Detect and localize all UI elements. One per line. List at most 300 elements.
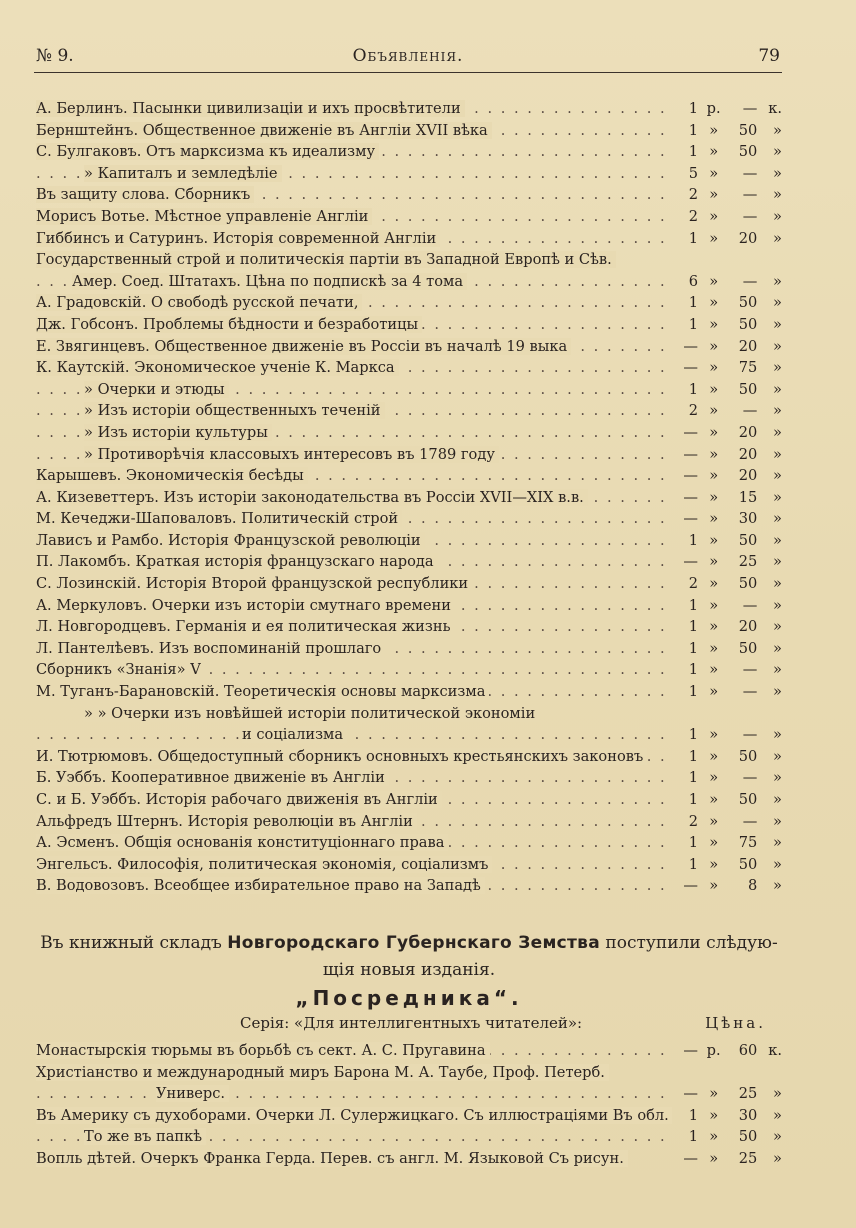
price-part: » [709, 294, 719, 312]
price-part: » [773, 575, 782, 593]
book-entry [36, 465, 782, 487]
price-part: » [773, 164, 782, 182]
book-entry [36, 163, 782, 185]
price-part: » [773, 877, 782, 895]
price-part: — [742, 683, 758, 701]
price-part: » [709, 834, 719, 852]
entry-title-text: М. Кечеджи-Шаповаловъ. Политическій строй [36, 510, 402, 527]
book-entry [36, 551, 782, 573]
entry-price [676, 767, 782, 789]
entry-title [36, 832, 672, 854]
entry-title [36, 508, 672, 530]
price-part: — [683, 1085, 698, 1103]
price-part: 5 [688, 164, 698, 182]
entry-title [36, 98, 672, 120]
price-part: 2 [688, 575, 698, 593]
price-part: 50 [738, 121, 758, 139]
book-entry [36, 487, 782, 509]
entry-title-text: Универс. [156, 1085, 229, 1102]
price-part: — [683, 467, 698, 485]
entry-title-text: П. Лакомбъ. Краткая исторія французскаго народа [36, 553, 438, 570]
book-entry [36, 854, 782, 876]
publisher-name: „Посредника“. [295, 986, 523, 1010]
price-part: — [742, 596, 758, 614]
book-list [36, 98, 782, 897]
entry-price [676, 314, 782, 336]
announcement-bold: Новгородскаго Губернскаго Земства [227, 933, 601, 953]
entry-title-text: То же въ папкѣ [84, 1128, 206, 1145]
book-entry [36, 249, 782, 271]
price-part: » [773, 769, 782, 787]
entry-title [36, 703, 672, 725]
entry-title [36, 1062, 672, 1084]
entry-price [676, 595, 782, 617]
book-entry [36, 616, 782, 638]
entry-price [676, 724, 782, 746]
price-part: » [709, 337, 719, 355]
price-part: » [773, 359, 782, 377]
book-entry [36, 875, 782, 897]
entry-title-text: Морисъ Вотье. Мѣстное управленіе Англіи [36, 208, 372, 225]
book-entry [36, 508, 782, 530]
price-part: » [773, 726, 782, 744]
price-part: 25 [738, 1149, 758, 1167]
book-entry [36, 444, 782, 466]
entry-price [676, 141, 782, 163]
price-part: » [773, 747, 782, 765]
entry-title-text: » Изъ исторіи общественныхъ теченій [84, 402, 385, 419]
entry-title [36, 206, 672, 228]
price-part: » [773, 186, 782, 204]
price-part: » [773, 488, 782, 506]
entry-title [36, 616, 672, 638]
entry-title [36, 1105, 672, 1127]
price-part: 20 [738, 423, 758, 441]
entry-title [36, 379, 672, 401]
price-part: » [709, 726, 719, 744]
entry-title [36, 271, 672, 293]
entry-price [676, 163, 782, 185]
entry-price [676, 336, 782, 358]
entry-title-text: К. Каутскій. Экономическое ученіе К. Маркса [36, 359, 399, 376]
book-entry [36, 789, 782, 811]
book-entry [36, 573, 782, 595]
entry-title [36, 314, 672, 336]
price-part: » [773, 402, 782, 420]
price-part: 1 [688, 315, 698, 333]
entry-title-text: В. Водовозовъ. Всеобщее избирательное право на Западѣ [36, 877, 485, 894]
price-part: » [709, 769, 719, 787]
price-part: — [742, 186, 758, 204]
entry-price [676, 616, 782, 638]
entry-price [676, 487, 782, 509]
price-part: 75 [738, 359, 758, 377]
price-part: » [773, 855, 782, 873]
entry-price [676, 875, 782, 897]
entry-title [36, 141, 672, 163]
entry-title-text: А. Меркуловъ. Очерки изъ исторіи смутнаго времени [36, 597, 455, 614]
price-part: — [683, 1149, 698, 1167]
posrednik-entry [36, 1148, 782, 1170]
price-part: » [709, 553, 719, 571]
price-part: » [773, 229, 782, 247]
book-entry [36, 811, 782, 833]
series-line [36, 1014, 782, 1036]
price-part: 1 [688, 1106, 698, 1124]
price-part: » [709, 402, 719, 420]
entry-title-text: А. Берлинъ. Пасынки цивилизаціи и ихъ просвѣтители [36, 100, 465, 117]
entry-title-text: А. Кизеветтеръ. Изъ исторіи законодательства въ Россіи XVII—XIX в.в. [36, 489, 588, 506]
price-part: » [709, 855, 719, 873]
price-part: 20 [738, 229, 758, 247]
entry-title [36, 292, 672, 314]
price-part: » [709, 812, 719, 830]
entry-title-text: С. и Б. Уэббъ. Исторія рабочаго движенія въ Англіи [36, 791, 442, 808]
entry-title [36, 465, 672, 487]
price-part: 30 [738, 510, 758, 528]
entry-title [36, 811, 672, 833]
price-part: 2 [688, 812, 698, 830]
price-part: » [773, 553, 782, 571]
price-part: » [709, 315, 719, 333]
price-part: 25 [738, 553, 758, 571]
entry-title [36, 789, 672, 811]
price-part: — [683, 423, 698, 441]
entry-title-text: Въ защиту слова. Сборникъ [36, 186, 254, 203]
book-entry [36, 120, 782, 142]
book-entry [36, 314, 782, 336]
price-part: » [709, 510, 719, 528]
price-part: 1 [688, 531, 698, 549]
price-part: 1 [688, 100, 698, 117]
price-part: — [742, 661, 758, 679]
book-entry [36, 292, 782, 314]
entry-title-text: М. Туганъ-Барановскій. Теоретическія основы марксизма [36, 683, 489, 700]
price-part: 1 [688, 791, 698, 808]
price-part: » [773, 1085, 782, 1103]
entry-title [36, 184, 672, 206]
price-part: » [709, 618, 719, 636]
book-entry [36, 357, 782, 379]
entry-price [676, 465, 782, 487]
price-header: Цѣна. [705, 1014, 766, 1032]
price-part: 1 [688, 726, 698, 744]
entry-title-text: » Изъ исторіи культуры [84, 424, 272, 441]
entry-price [676, 206, 782, 228]
entry-title-text: И. Тютрюмовъ. Общедоступный сборникъ основныхъ крестьянскихъ законовъ [36, 748, 647, 765]
price-part: 50 [738, 294, 758, 312]
book-entry [36, 98, 782, 120]
price-part: » [773, 683, 782, 701]
entry-title-text: Монастырскія тюрьмы въ борьбѣ съ сект. А. С. Пругавина [36, 1042, 490, 1059]
price-part: — [683, 445, 698, 463]
entry-title [36, 1126, 672, 1148]
posrednik-entry [36, 1105, 782, 1127]
price-part: 20 [738, 618, 758, 636]
book-entry [36, 681, 782, 703]
entry-price [676, 811, 782, 833]
entry-price [676, 422, 782, 444]
entry-title-text: » Очерки и этюды [84, 381, 229, 398]
entry-title [36, 573, 672, 595]
price-part: » [709, 877, 719, 895]
price-part: — [683, 488, 698, 506]
entry-title [36, 638, 672, 660]
price-part: к. [768, 1042, 782, 1059]
price-part: — [683, 553, 698, 571]
price-part: » [773, 618, 782, 636]
price-part: 1 [688, 834, 698, 852]
price-part: » [709, 683, 719, 701]
entry-title [36, 595, 672, 617]
entry-price [676, 379, 782, 401]
price-part: 1 [688, 747, 698, 765]
entry-price [676, 184, 782, 206]
posrednik-book-list [36, 1040, 782, 1170]
entry-title [36, 724, 672, 746]
entry-title-text: Лависъ и Рамбо. Исторія Французской революціи [36, 532, 425, 549]
price-part: » [773, 121, 782, 139]
book-entry [36, 724, 782, 746]
entry-title [36, 400, 672, 422]
book-entry [36, 659, 782, 681]
price-part: » [709, 467, 719, 485]
entry-title-text: » Капиталъ и земледѣліе [84, 165, 282, 182]
price-part: — [742, 207, 758, 225]
announcement-line-2: щія новыя изданія. [322, 960, 496, 980]
price-part: » [709, 747, 719, 765]
entry-title-text: Гиббинсъ и Сатуринъ. Исторія современной Англіи [36, 230, 440, 247]
book-entry [36, 271, 782, 293]
entry-price [676, 1148, 782, 1170]
price-part: » [709, 143, 719, 161]
entry-title [36, 249, 672, 271]
price-part: 50 [738, 791, 758, 808]
announcement [36, 930, 782, 984]
price-part: » [709, 488, 719, 506]
price-part: » [709, 639, 719, 657]
entry-price [676, 573, 782, 595]
book-entry [36, 595, 782, 617]
price-part: 50 [738, 747, 758, 765]
price-part: » [773, 143, 782, 161]
entry-price [676, 832, 782, 854]
entry-title [36, 767, 672, 789]
price-part: — [683, 359, 698, 377]
section-title: Объявленія. [352, 46, 464, 66]
posrednik-entry [36, 1083, 782, 1105]
price-part: » [773, 812, 782, 830]
entry-title-text: » » Очерки изъ новѣйшей исторіи политической экономіи [84, 705, 539, 722]
entry-title-text: Л. Пантелѣевъ. Изъ воспоминаній прошлаго [36, 640, 385, 657]
entry-title [36, 163, 672, 185]
entry-title [36, 1040, 672, 1062]
entry-price [676, 120, 782, 142]
entry-title [36, 1083, 672, 1105]
entry-price [676, 659, 782, 681]
price-part: 50 [738, 639, 758, 657]
entry-price [676, 789, 782, 811]
entry-title [36, 228, 672, 250]
entry-price [676, 638, 782, 660]
price-part: 1 [688, 661, 698, 679]
book-entry [36, 184, 782, 206]
price-part: » [709, 575, 719, 593]
price-part: 50 [738, 531, 758, 549]
price-part: » [709, 661, 719, 679]
price-part: 1 [688, 294, 698, 312]
entry-title-text: Е. Звягинцевъ. Общественное движеніе въ Россіи въ началѣ 19 выка [36, 338, 571, 355]
price-part: 50 [738, 1128, 758, 1146]
price-part: » [709, 380, 719, 398]
price-part: — [683, 510, 698, 528]
entry-title [36, 422, 672, 444]
entry-title [36, 530, 672, 552]
price-part: 15 [738, 488, 758, 506]
price-part: » [773, 791, 782, 808]
price-part: » [709, 1128, 719, 1146]
price-part: 20 [738, 467, 758, 485]
posrednik-entry [36, 1040, 782, 1062]
header-rule [34, 72, 782, 73]
entry-title-text: Амер. Соед. Штатахъ. Цѣна по подпискѣ за 4 тома [72, 273, 467, 290]
announcement-line-1 [36, 930, 782, 957]
price-part: » [709, 272, 719, 290]
price-part: » [773, 661, 782, 679]
price-part: 2 [688, 186, 698, 204]
price-part: 1 [688, 380, 698, 398]
entry-price [676, 228, 782, 250]
book-entry [36, 767, 782, 789]
entry-title-text: Карышевъ. Экономическія бесѣды [36, 467, 308, 484]
price-part: 1 [688, 143, 698, 161]
price-part: » [709, 445, 719, 463]
price-part: » [773, 207, 782, 225]
entry-price [676, 400, 782, 422]
price-part: » [709, 1149, 719, 1167]
entry-title [36, 854, 672, 876]
page-number: 79 [758, 46, 780, 66]
entry-title-text: Въ Америку съ духоборами. Очерки Л. Сулержицкаго. Съ иллюстраціями Въ обл. [36, 1107, 672, 1124]
price-part: 1 [688, 121, 698, 139]
price-part: » [773, 596, 782, 614]
entry-title-text: Дж. Гобсонъ. Проблемы бѣдности и безработицы [36, 316, 422, 333]
price-part: 1 [688, 639, 698, 657]
entry-price [676, 444, 782, 466]
entry-title-text: Энгельсъ. Философія, политическая экономія, соціализмъ [36, 856, 492, 873]
entry-title-text: Альфредъ Штернъ. Исторія революціи въ Англіи [36, 813, 417, 830]
entry-title-text: Христіанство и международный миръ Барона М. А. Таубе, Проф. Петерб. [36, 1064, 609, 1081]
book-entry [36, 336, 782, 358]
entry-title-text: С. Лозинскій. Исторія Второй французской республики [36, 575, 472, 592]
price-part: 50 [738, 575, 758, 593]
price-part: — [742, 100, 758, 117]
price-part: р. [706, 100, 721, 117]
price-part: 20 [738, 337, 758, 355]
price-part: — [742, 402, 758, 420]
entry-price [676, 681, 782, 703]
price-part: 1 [688, 683, 698, 701]
price-part: » [709, 359, 719, 377]
book-entry [36, 206, 782, 228]
book-entry [36, 638, 782, 660]
entry-title [36, 357, 672, 379]
price-part: » [773, 1106, 782, 1124]
price-part: » [709, 1106, 719, 1124]
price-part: » [773, 315, 782, 333]
entry-price [676, 530, 782, 552]
entry-title [36, 120, 672, 142]
price-part: 50 [738, 855, 758, 873]
entry-title-text: Государственный строй и политическія партіи въ Западной Европѣ и Сѣв. [36, 251, 616, 268]
price-part: » [709, 207, 719, 225]
price-part: » [709, 596, 719, 614]
price-part: 1 [688, 1128, 698, 1146]
book-entry [36, 379, 782, 401]
entry-price [676, 1126, 782, 1148]
entry-price [676, 508, 782, 530]
posrednik-entry [36, 1126, 782, 1148]
entry-price [676, 98, 782, 120]
price-part: — [683, 1042, 698, 1059]
book-entry [36, 400, 782, 422]
price-part: 1 [688, 596, 698, 614]
issue-number: № 9. [36, 46, 74, 66]
price-part: — [683, 877, 698, 895]
entry-title [36, 551, 672, 573]
price-part: » [773, 294, 782, 312]
series-label: Серія: «Для интеллигентныхъ читателей»: [240, 1014, 583, 1032]
price-part: » [773, 272, 782, 290]
entry-price [676, 1083, 782, 1105]
entry-title-text: и соціализма [242, 726, 347, 743]
price-part: 25 [738, 1085, 758, 1103]
price-part: 8 [748, 877, 758, 895]
price-part: » [773, 1128, 782, 1146]
entry-price [676, 292, 782, 314]
entry-price [676, 854, 782, 876]
book-entry [36, 530, 782, 552]
entry-title [36, 659, 672, 681]
book-entry [36, 228, 782, 250]
entry-title-text: А. Эсменъ. Общія основанія конституціоннаго права [36, 834, 448, 851]
entry-price [676, 746, 782, 768]
entry-title [36, 1148, 672, 1170]
price-part: » [773, 337, 782, 355]
entry-price [676, 551, 782, 573]
entry-title-text: Бернштейнъ. Общественное движеніе въ Англіи XVII вѣка [36, 122, 492, 139]
announcement-text: Въ книжный складъ [40, 933, 228, 953]
entry-title-text: А. Градовскій. О свободѣ русской печати, [36, 294, 362, 311]
price-part: — [742, 812, 758, 830]
entry-title-text: Б. Уэббъ. Кооперативное движеніе въ Англіи [36, 769, 389, 786]
entry-title [36, 875, 672, 897]
price-part: » [773, 423, 782, 441]
book-entry [36, 746, 782, 768]
price-part: — [742, 164, 758, 182]
entry-price [676, 271, 782, 293]
price-part: » [709, 791, 719, 808]
price-part: » [709, 164, 719, 182]
price-part: » [709, 531, 719, 549]
entry-price [676, 1105, 782, 1127]
price-part: » [773, 639, 782, 657]
price-part: 20 [738, 445, 758, 463]
price-part: 1 [688, 229, 698, 247]
entry-title-text: » Противорѣчія классовыхъ интересовъ въ 1789 году [84, 446, 499, 463]
price-part: » [709, 186, 719, 204]
price-part: — [742, 272, 758, 290]
